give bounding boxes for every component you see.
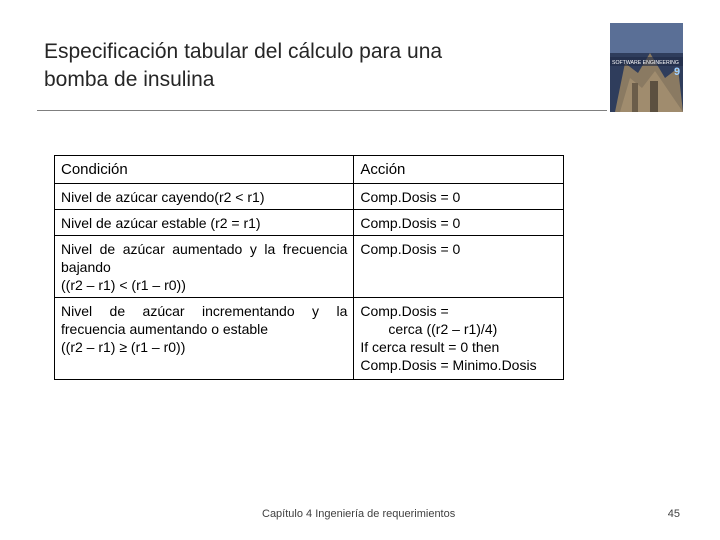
cover-edition: 9	[674, 66, 681, 78]
table-header-row	[55, 156, 564, 184]
condition-formula: ((r2 – r1) ≥ (r1 – r0))	[61, 339, 186, 355]
action-text: Comp.Dosis = 0	[360, 189, 461, 205]
condition-cell	[55, 298, 354, 380]
action-text: Comp.Dosis = 0	[360, 241, 461, 257]
title-divider	[37, 110, 607, 111]
page-number: 45	[667, 508, 680, 520]
condition-text: Nivel de azúcar aumentado y la frecuencia bajando	[61, 241, 348, 275]
action-cell	[354, 236, 564, 298]
book-cover-art	[610, 23, 683, 112]
action-cell	[354, 184, 564, 210]
action-text: Comp.Dosis =	[360, 303, 449, 319]
action-text: cerca ((r2 – r1)/4)	[388, 321, 498, 337]
table-row	[55, 184, 564, 210]
condition-cell	[55, 184, 354, 210]
title-line-1: Especificación tabular del cálculo para una	[44, 40, 443, 63]
condition-formula: ((r2 – r1) < (r1 – r0))	[61, 277, 186, 293]
condition-text: Nivel de azúcar incrementando y la frecuencia aumentando o estable	[61, 303, 348, 337]
action-cell	[354, 298, 564, 380]
cover-title: SOFTWARE ENGINEERING	[612, 60, 679, 66]
header-condition: Condición	[55, 156, 354, 184]
table-row	[55, 298, 564, 380]
title-line-2: bomba de insulina	[44, 68, 215, 91]
action-text: Comp.Dosis = 0	[360, 215, 461, 231]
slide-footer: Capítulo 4 Ingeniería de requerimientos	[262, 508, 456, 520]
specification-table	[54, 155, 564, 380]
header-action: Acción	[354, 156, 564, 184]
action-text: If cerca result = 0 then	[360, 339, 500, 355]
table-row	[55, 210, 564, 236]
book-cover-image	[610, 23, 683, 112]
slide-title	[44, 38, 584, 94]
condition-cell	[55, 210, 354, 236]
action-text: Comp.Dosis = Minimo.Dosis	[360, 357, 537, 373]
table-row	[55, 236, 564, 298]
action-cell	[354, 210, 564, 236]
condition-text: Nivel de azúcar estable (r2 = r1)	[61, 215, 261, 231]
condition-cell	[55, 236, 354, 298]
condition-text: Nivel de azúcar cayendo(r2 < r1)	[61, 189, 265, 205]
